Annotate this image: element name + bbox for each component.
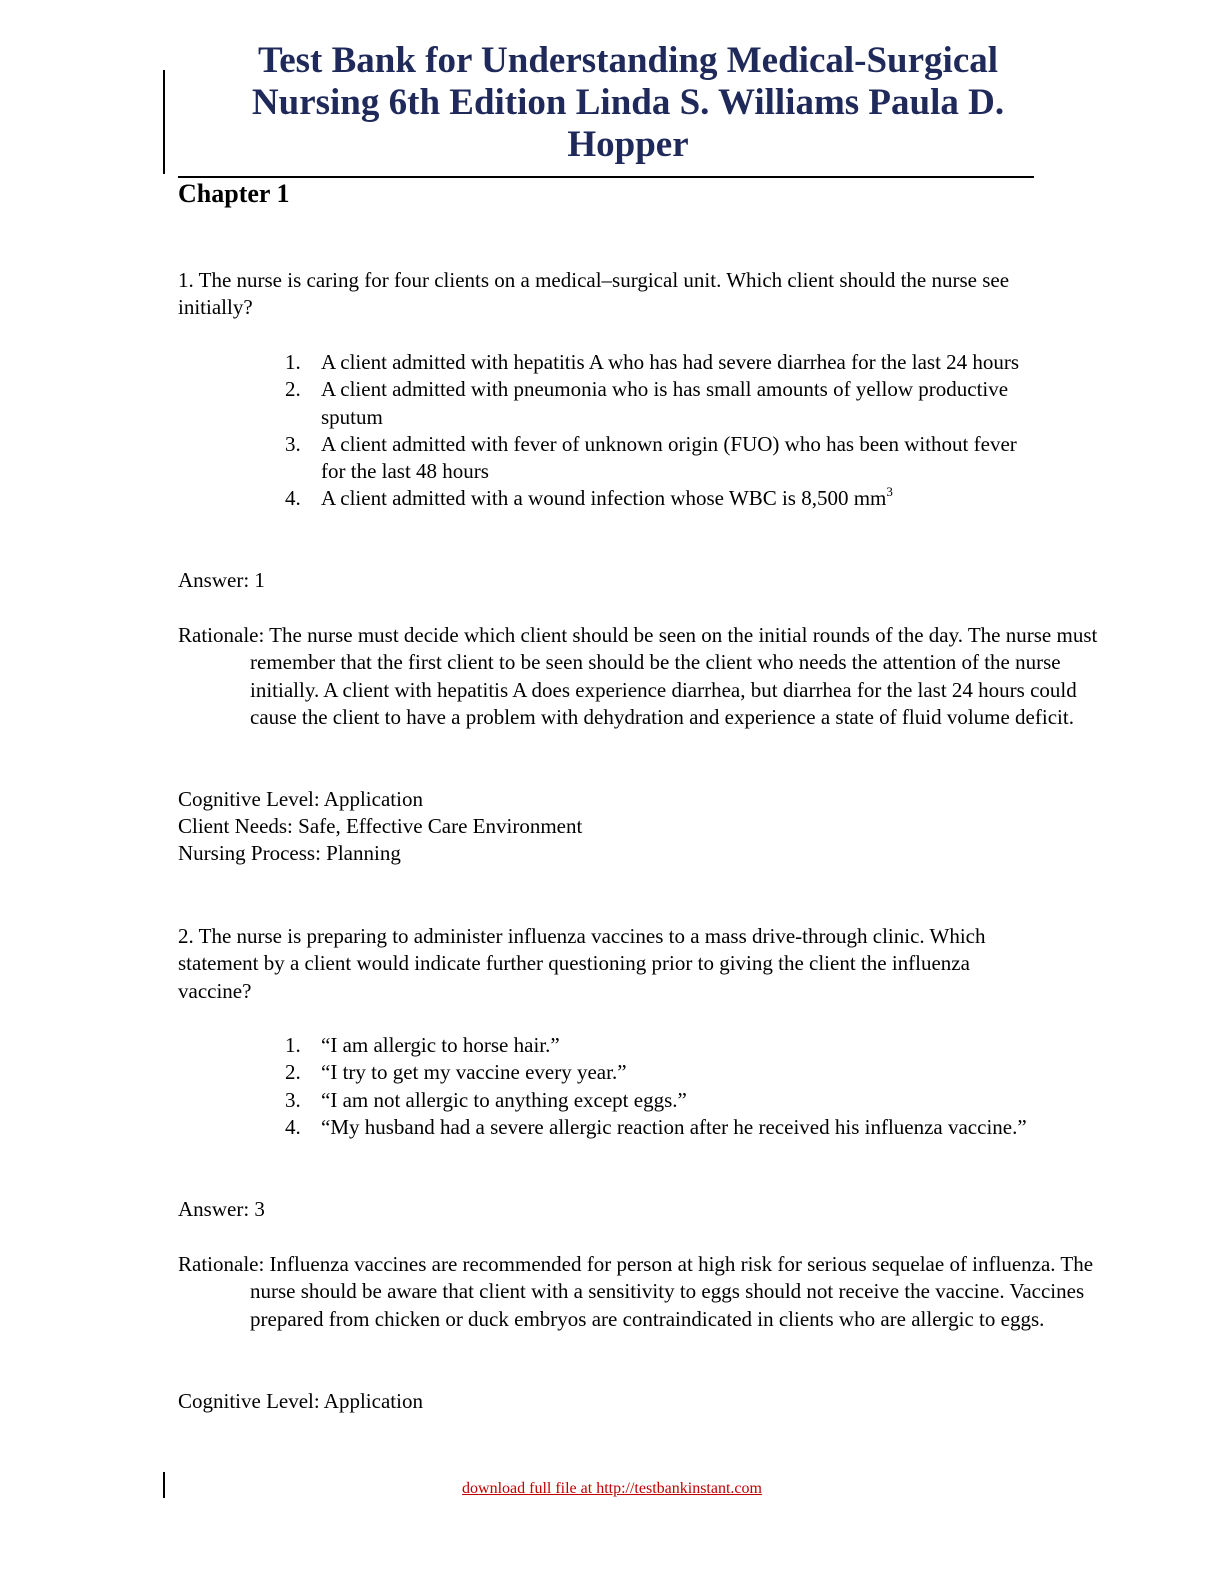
option-text: A client admitted with pneumonia who is has small amounts of yellow productive sputum — [321, 377, 1009, 429]
document-title: Test Bank for Understanding Medical-Surgical Nursing 6th Edition Linda S. Williams Paula D. Hopper — [251, 40, 1005, 165]
option-number: 1. — [285, 350, 301, 374]
option-number: 1. — [285, 1033, 301, 1057]
margin-change-bar-top — [163, 70, 165, 174]
question-1-option-3 — [280, 431, 1040, 486]
question-1-client-needs: Client Needs: Safe, Effective Care Environment — [178, 814, 583, 838]
question-1-cognitive-level: Cognitive Level: Application — [178, 787, 423, 811]
question-1-answer: Answer: 1 — [178, 568, 265, 592]
question-2-options — [280, 1032, 1040, 1141]
option-text: “My husband had a severe allergic reaction after he received his influenza vaccine.” — [321, 1114, 1027, 1139]
chapter-heading: Chapter 1 — [178, 179, 290, 208]
option-number: 2. — [285, 1060, 301, 1085]
question-1-stem: 1. The nurse is caring for four clients on a medical–surgical unit. Which client should the nurse see initially? — [178, 268, 1010, 320]
question-2-cognitive-level: Cognitive Level: Application — [178, 1389, 423, 1413]
option-text: A client admitted with hepatitis A who has had severe diarrhea for the last 24 hours — [321, 350, 1020, 374]
option-number: 4. — [285, 486, 301, 511]
option-text: A client admitted with a wound infection whose WBC is 8,500 mm — [321, 486, 887, 511]
question-2-option-1 — [280, 1032, 1040, 1059]
option-text: A client admitted with fever of unknown origin (FUO) who has been without fever for the last 48 hours — [321, 431, 1017, 484]
question-2-option-2 — [280, 1059, 1040, 1086]
question-1-option-1 — [280, 349, 1040, 376]
question-2-rationale: Rationale: Influenza vaccines are recommended for person at high risk for serious sequelae of influenza. The nurse should be aware that client with a sensitivity to eggs should not receive the vaccine. Vaccines prepared from chicken or duck embryos are contraindicated in clients who are allergic to eggs. — [178, 1252, 1094, 1331]
superscript-exponent: 3 — [886, 484, 893, 500]
question-1-rationale: Rationale: The nurse must decide which client should be seen on the initial rounds of the day. The nurse must remember that the first client to be seen should be the client who needs the attention of the nurse initially. A client with hepatitis A does experience diarrhea, but diarrhea for the last 24 hours could cause the client to have a problem with dehydration and experience a state of fluid volume deficit. — [178, 623, 1098, 729]
question-1-option-4 — [280, 485, 1040, 512]
title-divider — [178, 176, 1034, 178]
option-text: “I am allergic to horse hair.” — [321, 1033, 560, 1057]
option-number: 4. — [285, 1114, 301, 1139]
option-number: 3. — [285, 431, 301, 456]
question-2-answer: Answer: 3 — [178, 1197, 265, 1221]
question-2-option-3 — [280, 1087, 1040, 1114]
option-text: “I try to get my vaccine every year.” — [321, 1060, 627, 1085]
question-1-option-2 — [280, 376, 1040, 431]
question-2-option-4 — [280, 1114, 1040, 1141]
question-1-nursing-process: Nursing Process: Planning — [178, 841, 401, 865]
question-1-options — [280, 349, 1040, 513]
option-number: 3. — [285, 1087, 301, 1112]
option-text: “I am not allergic to anything except eggs.” — [321, 1087, 687, 1112]
download-link[interactable]: download full file at http://testbankinstant.com — [462, 1480, 762, 1497]
option-number: 2. — [285, 377, 301, 402]
question-2-stem: 2. The nurse is preparing to administer influenza vaccines to a mass drive-through clinic. Which statement by a client would indicate further questioning prior to giving the client the influenza vaccine? — [178, 924, 986, 1003]
